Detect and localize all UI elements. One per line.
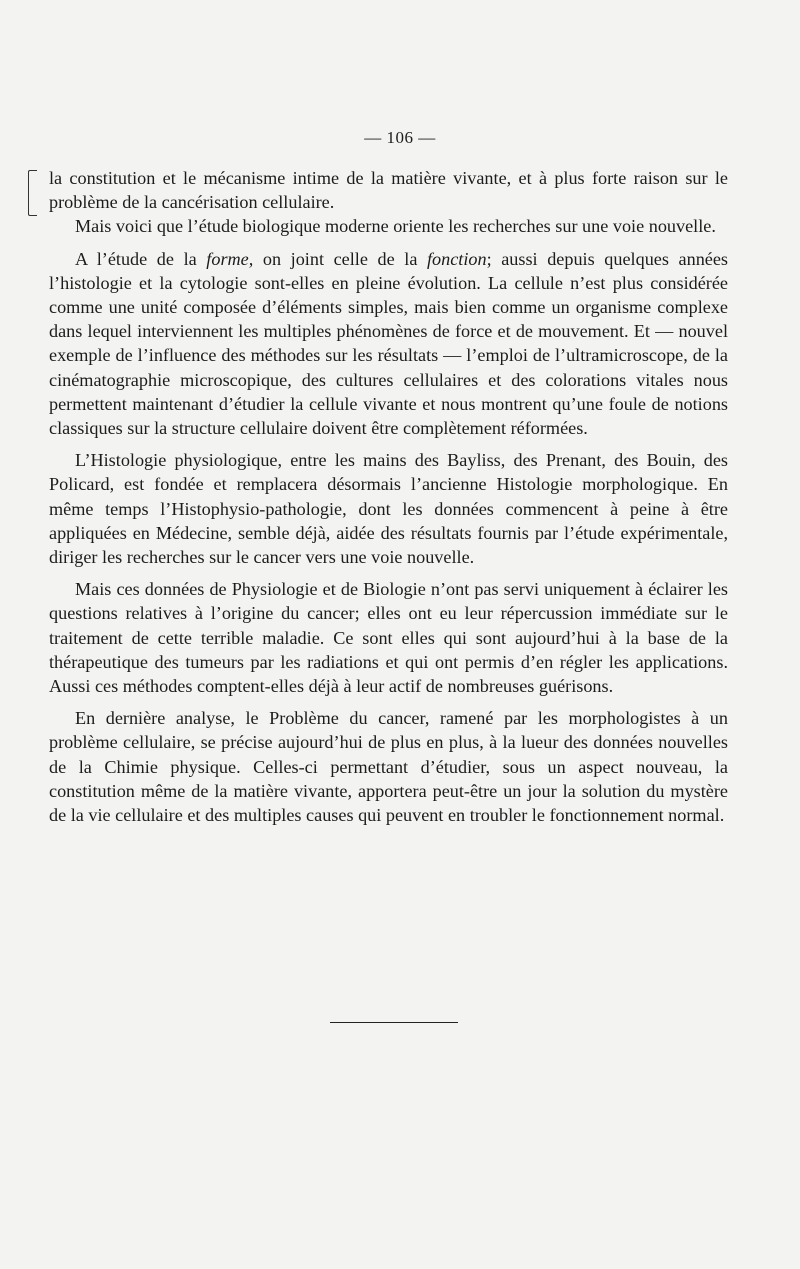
paragraph-final-analysis: En dernière analyse, le Problème du cancer, ramené par les morphologistes à un problème cellulaire, se précise aujourd’hui de plus en plus, à la lueur des données nouvelles de la Chimie physique. Celles-ci permettant d’étudier, sous un aspect nouveau, la constitution même de la matière vivante, apportera peut-être un jour la solution du mystère de la vie cellulaire et des multiples causes qui peuvent en troubler le fonctionnement normal. [49, 708, 728, 826]
body-text [49, 166, 728, 827]
paragraph-form-function-rest: ; aussi depuis quelques années l’histologie et la cytologie sont-elles en pleine évolution. La cellule n’est plus considérée comme une unité composée d’éléments simples, mais bien comme un organisme complexe dans lequel interviennent les multiples phénomènes de force et de mouvement. Et — nouvel exemple de l’influence des méthodes sur les résultats — l’emploi de l’ultramicroscope, de la cinématographie microscopique, des cultures cellulaires et des colorations vitales nous permettent maintenant d’étudier la cellule vivante et nous montrent qu’une foule de notions classiques sur la structure cellulaire doivent être complètement réformées. [49, 248, 729, 439]
end-rule-divider [330, 1022, 458, 1023]
paragraph-new-direction: Mais voici que l’étude biologique moderne oriente les recherches sur une voie nouvelle. [75, 216, 716, 237]
paragraph-treatment: Mais ces données de Physiologie et de Biologie n’ont pas servi uniquement à éclairer les questions relatives à l’origine du cancer; elles ont eu leur répercussion immédiate sur le traitement de cette terrible maladie. Ce sont elles qui sont aujourd’hui à la base de la thérapeutique des tumeurs par les radiations et qui ont permis d’en régler les applications. Aussi ces méthodes comptent-elles déjà à leur actif de nombreuses guérisons. [49, 579, 728, 697]
italic-fonction: fonction [426, 248, 487, 269]
paragraph-physiological-histology: L’Histologie physiologique, entre les mains des Bayliss, des Prenant, des Bouin, des Policard, est fondée et remplacera désormais l’ancienne Histologie morphologique. En même temps l’Histophysio-pathologie, dont les données commencent à peine à être appliquées en Médecine, semble déjà, aidée des résultats fournis par l’étude expérimentale, diriger les recherches sur le cancer vers une voie nouvelle. [49, 450, 728, 568]
margin-bracket-mark [28, 170, 37, 216]
paragraph-form-function-mid: on joint celle de la [253, 248, 427, 269]
paragraph-form-function [49, 247, 728, 441]
italic-forme: forme, [206, 248, 254, 269]
paragraph-continuation: la constitution et le mécanisme intime de la matière vivante, et à plus forte raison sur le problème de la cancérisation cellulaire. [49, 168, 728, 213]
page-number: — 106 — [364, 128, 436, 147]
paragraph-form-function-lead: A l’étude de la [75, 248, 207, 269]
